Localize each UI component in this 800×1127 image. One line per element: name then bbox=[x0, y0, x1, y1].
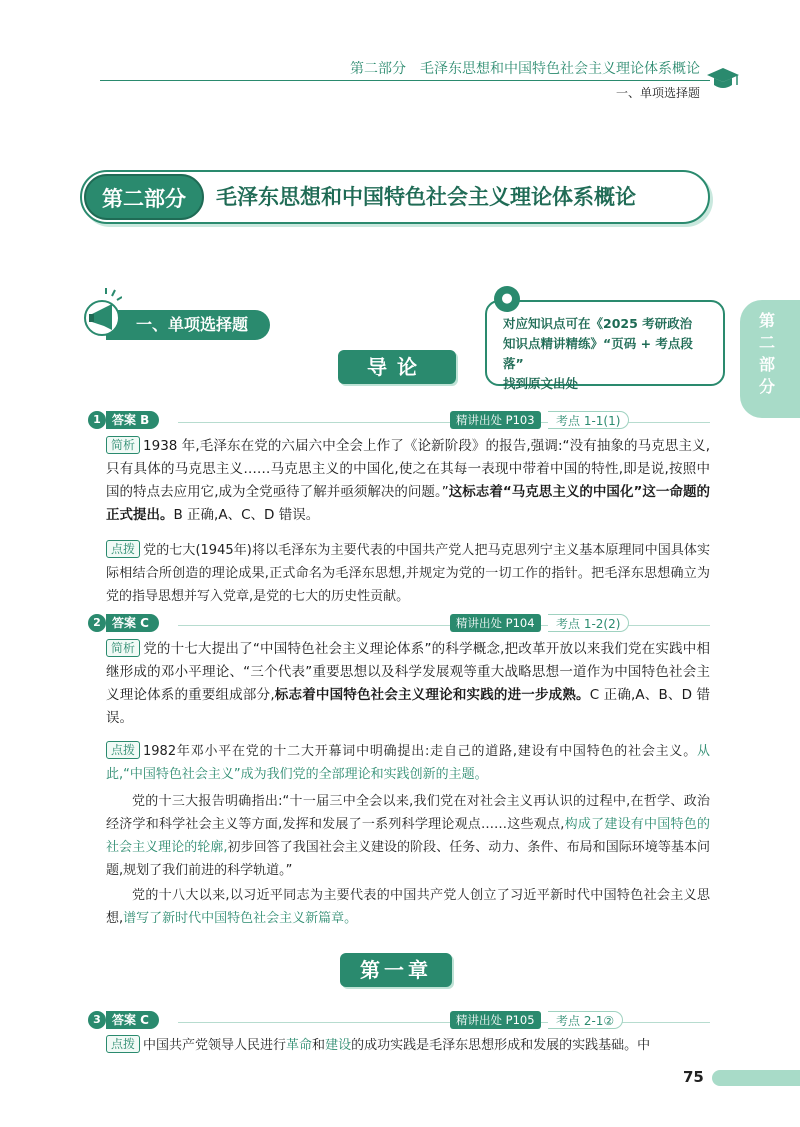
section-heading: 一、单项选择题 bbox=[106, 310, 270, 340]
tip-paragraph: 党的十八大以来,以习近平同志为主要代表的中国共产党人创立了习近平新时代中国特色社会主义思想,谱写了新时代中国特色社会主义新篇章。 bbox=[106, 888, 710, 926]
tip-paragraph: 点拨 党的七大(1945年)将以毛泽东为主要代表的中国共产党人把马克思列宁主义基本原理同中国具体实际相结合所创造的理论成果,正式命名为毛泽东思想,并规定为党的一切工作的指针。把毛泽东思想确立为党的指导思想并写入党章,是党的七大的历史性贡献。 bbox=[106, 542, 710, 604]
kaodian-ref: 考点 2-1② bbox=[548, 1011, 623, 1029]
running-header-title: 第二部分 毛泽东思想和中国特色社会主义理论体系概论 bbox=[350, 61, 700, 77]
answer-label: 答案 C bbox=[106, 614, 159, 632]
kaodian-ref: 考点 1-2(2) bbox=[548, 614, 629, 632]
source-line bbox=[178, 1022, 710, 1023]
page-number-bar bbox=[712, 1070, 800, 1086]
kaodian-ref: 考点 1-1(1) bbox=[548, 411, 629, 429]
dianbo-tag: 点拨 bbox=[106, 1035, 140, 1053]
part-banner-title: 毛泽东思想和中国特色社会主义理论体系概论 bbox=[216, 185, 636, 209]
source-page: 精讲出处 P103 bbox=[450, 411, 541, 429]
dianbo-tag: 点拨 bbox=[106, 540, 140, 558]
chapter-heading-intro: 导论 bbox=[338, 350, 456, 384]
note-line: 知识点精讲精练》“页码 + 考点段落” bbox=[503, 336, 693, 371]
question-number: 3 bbox=[88, 1011, 106, 1029]
side-tab-label: 第二 部分 bbox=[758, 311, 775, 396]
source-line bbox=[178, 422, 710, 423]
question-number: 2 bbox=[88, 614, 106, 632]
source-page: 精讲出处 P104 bbox=[450, 614, 541, 632]
note-line: 找到原文出处 bbox=[503, 376, 579, 391]
tip-paragraph: 点拨 1982年邓小平在党的十二大开幕词中明确提出:走自己的道路,建设有中国特色的社会主义。从此,“中国特色社会主义”成为我们党的全部理论和实践创新的主题。 bbox=[106, 743, 710, 782]
answer-label: 答案 C bbox=[106, 1011, 159, 1029]
header-rule bbox=[100, 80, 710, 81]
jianxi-tag: 简析 bbox=[106, 436, 140, 454]
tip-paragraph: 点拨 中国共产党领导人民进行革命和建设的成功实践是毛泽东思想形成和发展的实践基础。中 bbox=[106, 1034, 710, 1057]
question-number: 1 bbox=[88, 411, 106, 429]
answer-label: 答案 B bbox=[106, 411, 159, 429]
tip-paragraph: 党的十三大报告明确指出:“十一届三中全会以来,我们党在对社会主义再认识的过程中,在哲学、政治经济学和科学社会主义等方面,发挥和发展了一系列科学理论观点……这些观点,构成了建设有中国特色的社会主义理论的轮廓,初步回答了我国社会主义建设的阶段、任务、动力、条件、布局和国际环境等基本问题,规划了我们前进的科学轨道。” bbox=[106, 794, 710, 878]
microphone-icon: ● bbox=[494, 286, 520, 312]
part-banner-tag: 第二部分 bbox=[84, 174, 204, 220]
analysis-paragraph: 简析 党的十七大提出了“中国特色社会主义理论体系”的科学概念,把改革开放以来我们党在实践中相继形成的邓小平理论、“三个代表”重要思想以及科学发展观等重大战略思想一道作为中国特色社会主义理论体系的重要组成部分,标志着中国特色社会主义理论和实践的进一步成熟。C 正确,A、B、D 错误。 bbox=[106, 641, 710, 726]
dianbo-tag: 点拨 bbox=[106, 741, 140, 759]
chapter-heading-chapter1: 第一章 bbox=[340, 953, 452, 987]
answer-row bbox=[88, 613, 710, 633]
analysis-paragraph: 简析 1938 年,毛泽东在党的六届六中全会上作了《论新阶段》的报告,强调:“没有抽象的马克思主义,只有具体的马克思主义……马克思主义的中国化,使之在其每一表现中带着中国的特性,即是说,按照中国的特点去应用它,成为全党亟待了解并亟须解决的问题。”这标志着“马克思主义的中国化”这一命题的正式提出。B 正确,A、C、D 错误。 bbox=[106, 438, 710, 523]
jianxi-tag: 简析 bbox=[106, 639, 140, 657]
megaphone-icon bbox=[82, 288, 122, 338]
page-number: 75 bbox=[683, 1068, 704, 1086]
source-page: 精讲出处 P105 bbox=[450, 1011, 541, 1029]
source-line bbox=[178, 625, 710, 626]
running-header-subsection: 一、单项选择题 bbox=[615, 86, 700, 100]
answer-row bbox=[88, 410, 710, 430]
note-line: 对应知识点可在《2025 考研政治 bbox=[503, 316, 693, 331]
answer-row bbox=[88, 1010, 710, 1030]
knowledge-point-note bbox=[485, 300, 725, 391]
graduation-cap-icon bbox=[706, 66, 740, 92]
